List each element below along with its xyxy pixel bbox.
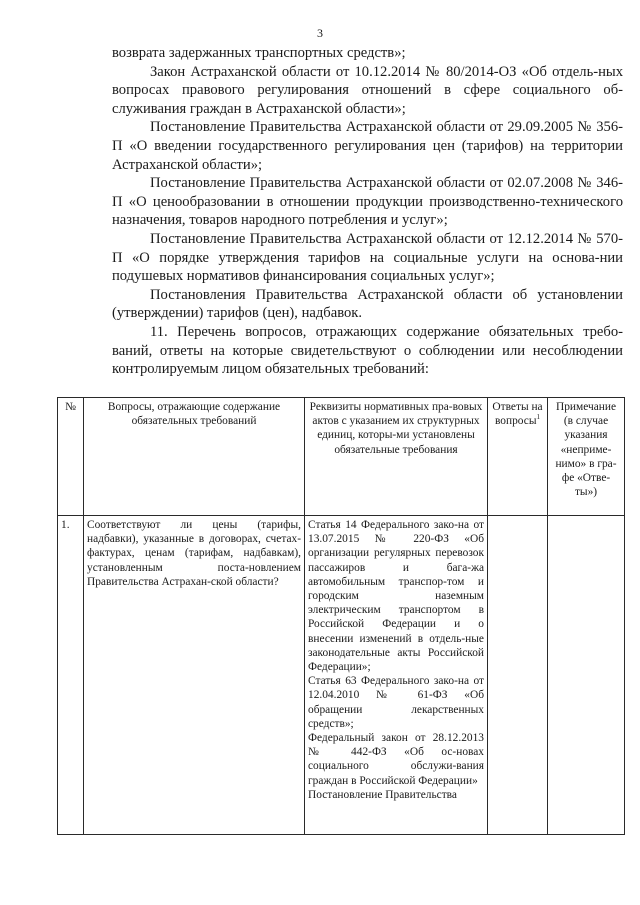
row-question: Соответствуют ли цены (тарифы, надбавки), указанные в договорах, счетах-фактурах, ценам (тарифам, надбавкам), установленным поста-новлением Правительства Астрахан-ской области? bbox=[84, 516, 305, 835]
page-number: 3 bbox=[317, 26, 323, 40]
legal-act-item: Постановление Правительства bbox=[308, 788, 457, 801]
header-note: Примечание (в случае указания «неприме-нимо» в гра-фе «Отве-ты») bbox=[548, 398, 625, 516]
row-number: 1. bbox=[58, 516, 84, 835]
header-questions: Вопросы, отражающие содержание обязательных требований bbox=[84, 398, 305, 516]
row-note-cell[interactable] bbox=[548, 516, 625, 835]
legal-act-item: Статья 14 Федерального зако-на от 13.07.2015 № 220-ФЗ «Об организации регулярных перевозок пассажиров и бага-жа автомобильным транспор-том и городским наземным электрическим транспортом в Российской Федерации и о внесении изменений в отдель-ные законодательные акты Российской Федерации»; bbox=[308, 519, 484, 674]
paragraph-law-80: Закон Астраханской области от 10.12.2014 № 80/2014-ОЗ «Об отдель-ных вопросах правового регулирования отношений в сфере социального об-служивания граждан в Астраханской области»; bbox=[112, 63, 623, 117]
table-header-row bbox=[58, 398, 625, 516]
paragraph-resolution-356: Постановление Правительства Астраханской области от 29.09.2005 № 356-П «О введении государственного регулирования цен (тарифов) на территории Астраханской области»; bbox=[112, 119, 623, 173]
body-text bbox=[112, 44, 623, 379]
header-answers bbox=[488, 398, 548, 516]
requirements-table bbox=[57, 397, 625, 835]
paragraph-resolutions-tariffs: Постановления Правительства Астраханской области об установлении (утверждении) тарифов (цен), надбавок. bbox=[112, 286, 623, 322]
header-number: № bbox=[58, 398, 84, 516]
legal-act-item: Федеральный закон от 28.12.2013 № 442-ФЗ «Об ос-новах социального обслужи-вания граждан в Российской Федерации» bbox=[308, 732, 484, 787]
row-legal-acts bbox=[305, 516, 488, 835]
header-answers-label: Ответы на вопросы bbox=[492, 401, 543, 428]
footnote-marker: 1 bbox=[536, 413, 540, 422]
legal-act-item: Статья 63 Федерального зако-на от 12.04.2010 № 61-ФЗ «Об обращении лекарственных средств»; bbox=[308, 675, 484, 730]
paragraph-resolution-346: Постановление Правительства Астраханской области от 02.07.2008 № 346-П «О ценообразовании в отношении продукции производственно-технического назначения, товаров народного потребления и услуг»; bbox=[112, 175, 623, 229]
table-row bbox=[58, 516, 625, 835]
paragraph-resolution-570: Постановление Правительства Астраханской области от 12.12.2014 № 570-П «О порядке утверждения тарифов на социальные услуги на основа-нии подушевых нормативов финансирования социальных услуг»; bbox=[112, 230, 623, 285]
row-answer-cell[interactable] bbox=[488, 516, 548, 835]
paragraph-item-11: 11. Перечень вопросов, отражающих содержание обязательных требо-ваний, ответы на которые свидетельствуют о соблюдении или несоблюдении контролируемым лицом обязательных требований: bbox=[112, 323, 623, 378]
paragraph-continuation: возврата задержанных транспортных средств»; bbox=[112, 45, 406, 61]
header-legal-acts: Реквизиты нормативных пра-вовых актов с указанием их структурных единиц, которы-ми установлены обязательные требования bbox=[305, 398, 488, 516]
